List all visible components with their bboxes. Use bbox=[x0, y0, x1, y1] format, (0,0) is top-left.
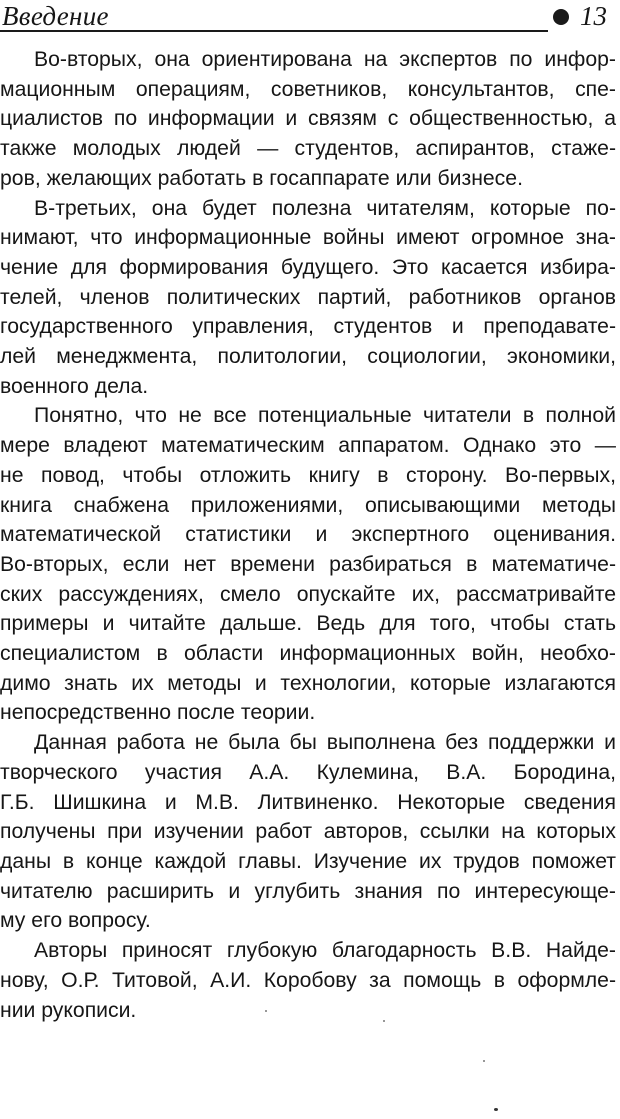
text-line: Авторы приносят глубокую благодарность В.В. Найде- bbox=[34, 939, 616, 963]
text-line: творческого участия А.А. Кулемина, В.А. Бородина, bbox=[0, 760, 616, 784]
text-line: ских рассуждениях, смело опускайте их, рассматривайте bbox=[0, 582, 616, 606]
paragraph-2 bbox=[0, 194, 616, 402]
paragraph-3 bbox=[0, 401, 616, 728]
text-line: Понятно, что не все потенциальные читатели в полной bbox=[34, 404, 616, 428]
text-line: получены при изучении работ авторов, ссылки на которых bbox=[0, 820, 616, 844]
text-line: димо знать их методы и технологии, которые излагаются bbox=[0, 671, 616, 695]
text-line: читателю расширить и углубить знания по интересующе- bbox=[0, 879, 616, 903]
section-title: Введение bbox=[2, 1, 109, 31]
bullet-icon bbox=[553, 9, 569, 25]
text-line: нимают, что информационные войны имеют огромное зна- bbox=[0, 226, 616, 250]
text-line: мационным операциям, советников, консультантов, спе- bbox=[0, 77, 616, 101]
text-line: ров, желающих работать в госаппарате или бизнесе. bbox=[0, 166, 523, 190]
text-line: нову, О.Р. Титовой, А.И. Коробову за помощь в оформле- bbox=[0, 968, 616, 992]
text-line: чение для формирования будущего. Это касается избира- bbox=[0, 255, 616, 279]
text-line: телей, членов политических партий, работников органов bbox=[0, 285, 616, 309]
text-line: Во-вторых, если нет времени разбираться в математиче- bbox=[0, 552, 616, 576]
scan-speck bbox=[494, 1108, 498, 1111]
text-line: непосредственно после теории. bbox=[0, 701, 316, 725]
scan-speck bbox=[483, 1060, 485, 1062]
text-line: В-третьих, она будет полезна читателям, которые по- bbox=[34, 196, 616, 220]
text-line: мере владеют математическим аппаратом. Однако это — bbox=[0, 434, 616, 458]
scan-speck bbox=[383, 1020, 385, 1022]
text-line: книга снабжена приложениями, описывающими методы bbox=[0, 493, 616, 517]
text-line: военного дела. bbox=[0, 374, 149, 398]
text-line: Данная работа не была бы выполнена без поддержки и bbox=[34, 731, 616, 755]
paragraph-5 bbox=[0, 936, 616, 1025]
text-line: даны в конце каждой главы. Изучение их трудов поможет bbox=[0, 849, 616, 873]
text-line: лей менеджмента, политологии, социологии, экономики, bbox=[0, 345, 616, 369]
scan-speck bbox=[265, 1010, 267, 1012]
header-rule bbox=[0, 30, 548, 32]
paragraph-1 bbox=[0, 45, 616, 194]
text-line: не повод, чтобы отложить книгу в сторону. Во-первых, bbox=[0, 463, 616, 487]
text-line: примеры и читайте дальше. Ведь для того, чтобы стать bbox=[0, 612, 616, 636]
running-header bbox=[0, 0, 620, 40]
paragraph-4 bbox=[0, 728, 616, 936]
body-text bbox=[0, 45, 616, 1025]
text-line: специалистом в области информационных войн, необхо- bbox=[0, 642, 616, 666]
text-line: му его вопросу. bbox=[0, 909, 151, 933]
page-number: 13 bbox=[580, 1, 607, 31]
text-line: государственного управления, студентов и преподавате- bbox=[0, 315, 616, 339]
text-line: нии рукописи. bbox=[0, 998, 137, 1022]
text-line: также молодых людей — студентов, аспирантов, стаже- bbox=[0, 137, 616, 161]
text-line: циалистов по информации и связям с общественностью, а bbox=[0, 107, 616, 131]
text-line: Г.Б. Шишкина и М.В. Литвиненко. Некоторые сведения bbox=[0, 790, 616, 814]
text-line: Во-вторых, она ориентирована на экспертов по инфор- bbox=[34, 48, 616, 71]
text-line: математической статистики и экспертного оценивания. bbox=[0, 523, 616, 547]
